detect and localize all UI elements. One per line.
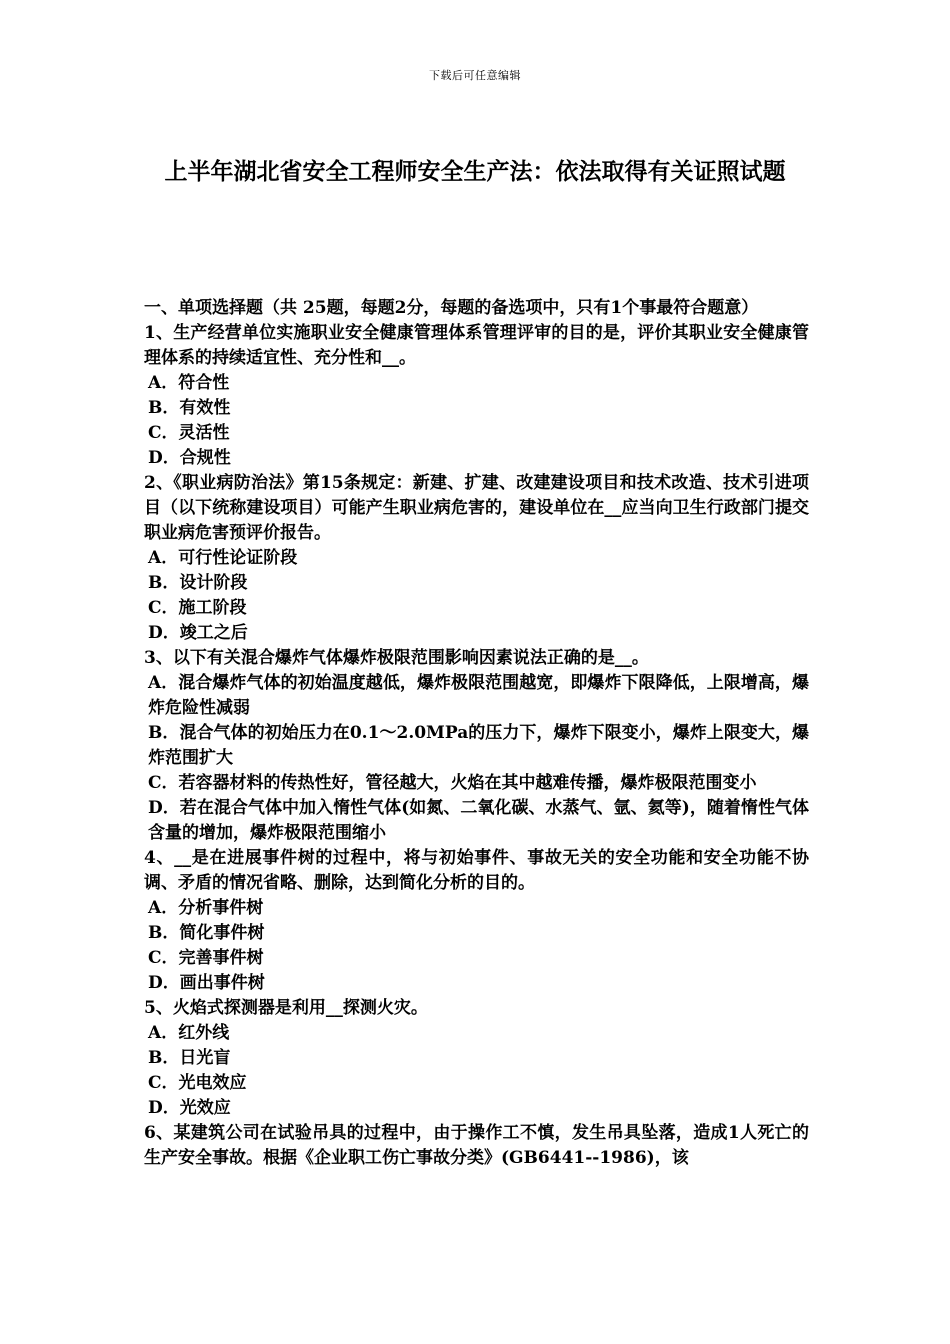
option-d: D．竣工之后 bbox=[148, 623, 248, 643]
option-b: B．混合气体的初始压力在0.1～2.0MPa的压力下，爆炸下限变小，爆炸上限变大，爆炸范围扩大 bbox=[148, 723, 809, 768]
question-stem: 6、某建筑公司在试验吊具的过程中，由于操作工不慎，发生吊具坠落，造成1人死亡的生产安全事故。根据《企业职工伤亡事故分类》(GB6441--1986)，该 bbox=[144, 1123, 809, 1168]
option-b: B．简化事件树 bbox=[148, 923, 265, 943]
option-a: A．混合爆炸气体的初始温度越低，爆炸极限范围越宽，即爆炸下限降低，上限增高，爆炸危险性减弱 bbox=[148, 673, 809, 718]
option-d: D．合规性 bbox=[148, 448, 231, 468]
option-d: D．光效应 bbox=[148, 1098, 231, 1118]
question-5 bbox=[144, 996, 809, 1121]
question-3 bbox=[144, 646, 809, 846]
question-stem: 4、__是在进展事件树的过程中，将与初始事件、事故无关的安全功能和安全功能不协调、矛盾的情况省略、删除，达到简化分析的目的。 bbox=[144, 848, 809, 893]
option-d: D．画出事件树 bbox=[148, 973, 265, 993]
option-c: C．完善事件树 bbox=[148, 948, 264, 968]
option-c: C．光电效应 bbox=[148, 1073, 247, 1093]
section-heading: 一、单项选择题（共 25题，每题2分，每题的备选项中，只有1个事最符合题意） bbox=[144, 298, 759, 318]
question-stem: 1、生产经营单位实施职业安全健康管理体系管理评审的目的是，评价其职业安全健康管理体系的持续适宜性、充分性和__。 bbox=[144, 323, 809, 368]
option-d: D．若在混合气体中加入惰性气体(如氮、二氧化碳、水蒸气、氩、氦等)，随着惰性气体含量的增加，爆炸极限范围缩小 bbox=[148, 798, 809, 843]
question-stem: 2、《职业病防治法》第15条规定：新建、扩建、改建建设项目和技术改造、技术引进项目（以下统称建设项目）可能产生职业病危害的，建设单位在__应当向卫生行政部门提交职业病危害预评价报告。 bbox=[144, 473, 809, 543]
question-stem: 3、以下有关混合爆炸气体爆炸极限范围影响因素说法正确的是__。 bbox=[144, 648, 649, 668]
question-4 bbox=[144, 846, 809, 996]
document-title: 上半年湖北省安全工程师安全生产法：依法取得有关证照试题 bbox=[164, 158, 786, 185]
question-2 bbox=[144, 471, 809, 646]
option-b: B．日光盲 bbox=[148, 1048, 231, 1068]
document-body bbox=[144, 296, 809, 1171]
option-b: B．设计阶段 bbox=[148, 573, 248, 593]
question-1 bbox=[144, 321, 809, 471]
option-a: A．可行性论证阶段 bbox=[148, 548, 298, 568]
option-c: C．施工阶段 bbox=[148, 598, 247, 618]
option-c: C．若容器材料的传热性好，管径越大，火焰在其中越难传播，爆炸极限范围变小 bbox=[148, 773, 757, 793]
header-note: 下载后可任意编辑 bbox=[429, 69, 521, 82]
option-c: C．灵活性 bbox=[148, 423, 230, 443]
option-b: B．有效性 bbox=[148, 398, 231, 418]
option-a: A．红外线 bbox=[148, 1023, 230, 1043]
question-stem: 5、火焰式探测器是利用__探测火灾。 bbox=[144, 998, 428, 1018]
option-a: A．分析事件树 bbox=[148, 898, 264, 918]
question-6 bbox=[144, 1121, 809, 1171]
option-a: A．符合性 bbox=[148, 373, 230, 393]
